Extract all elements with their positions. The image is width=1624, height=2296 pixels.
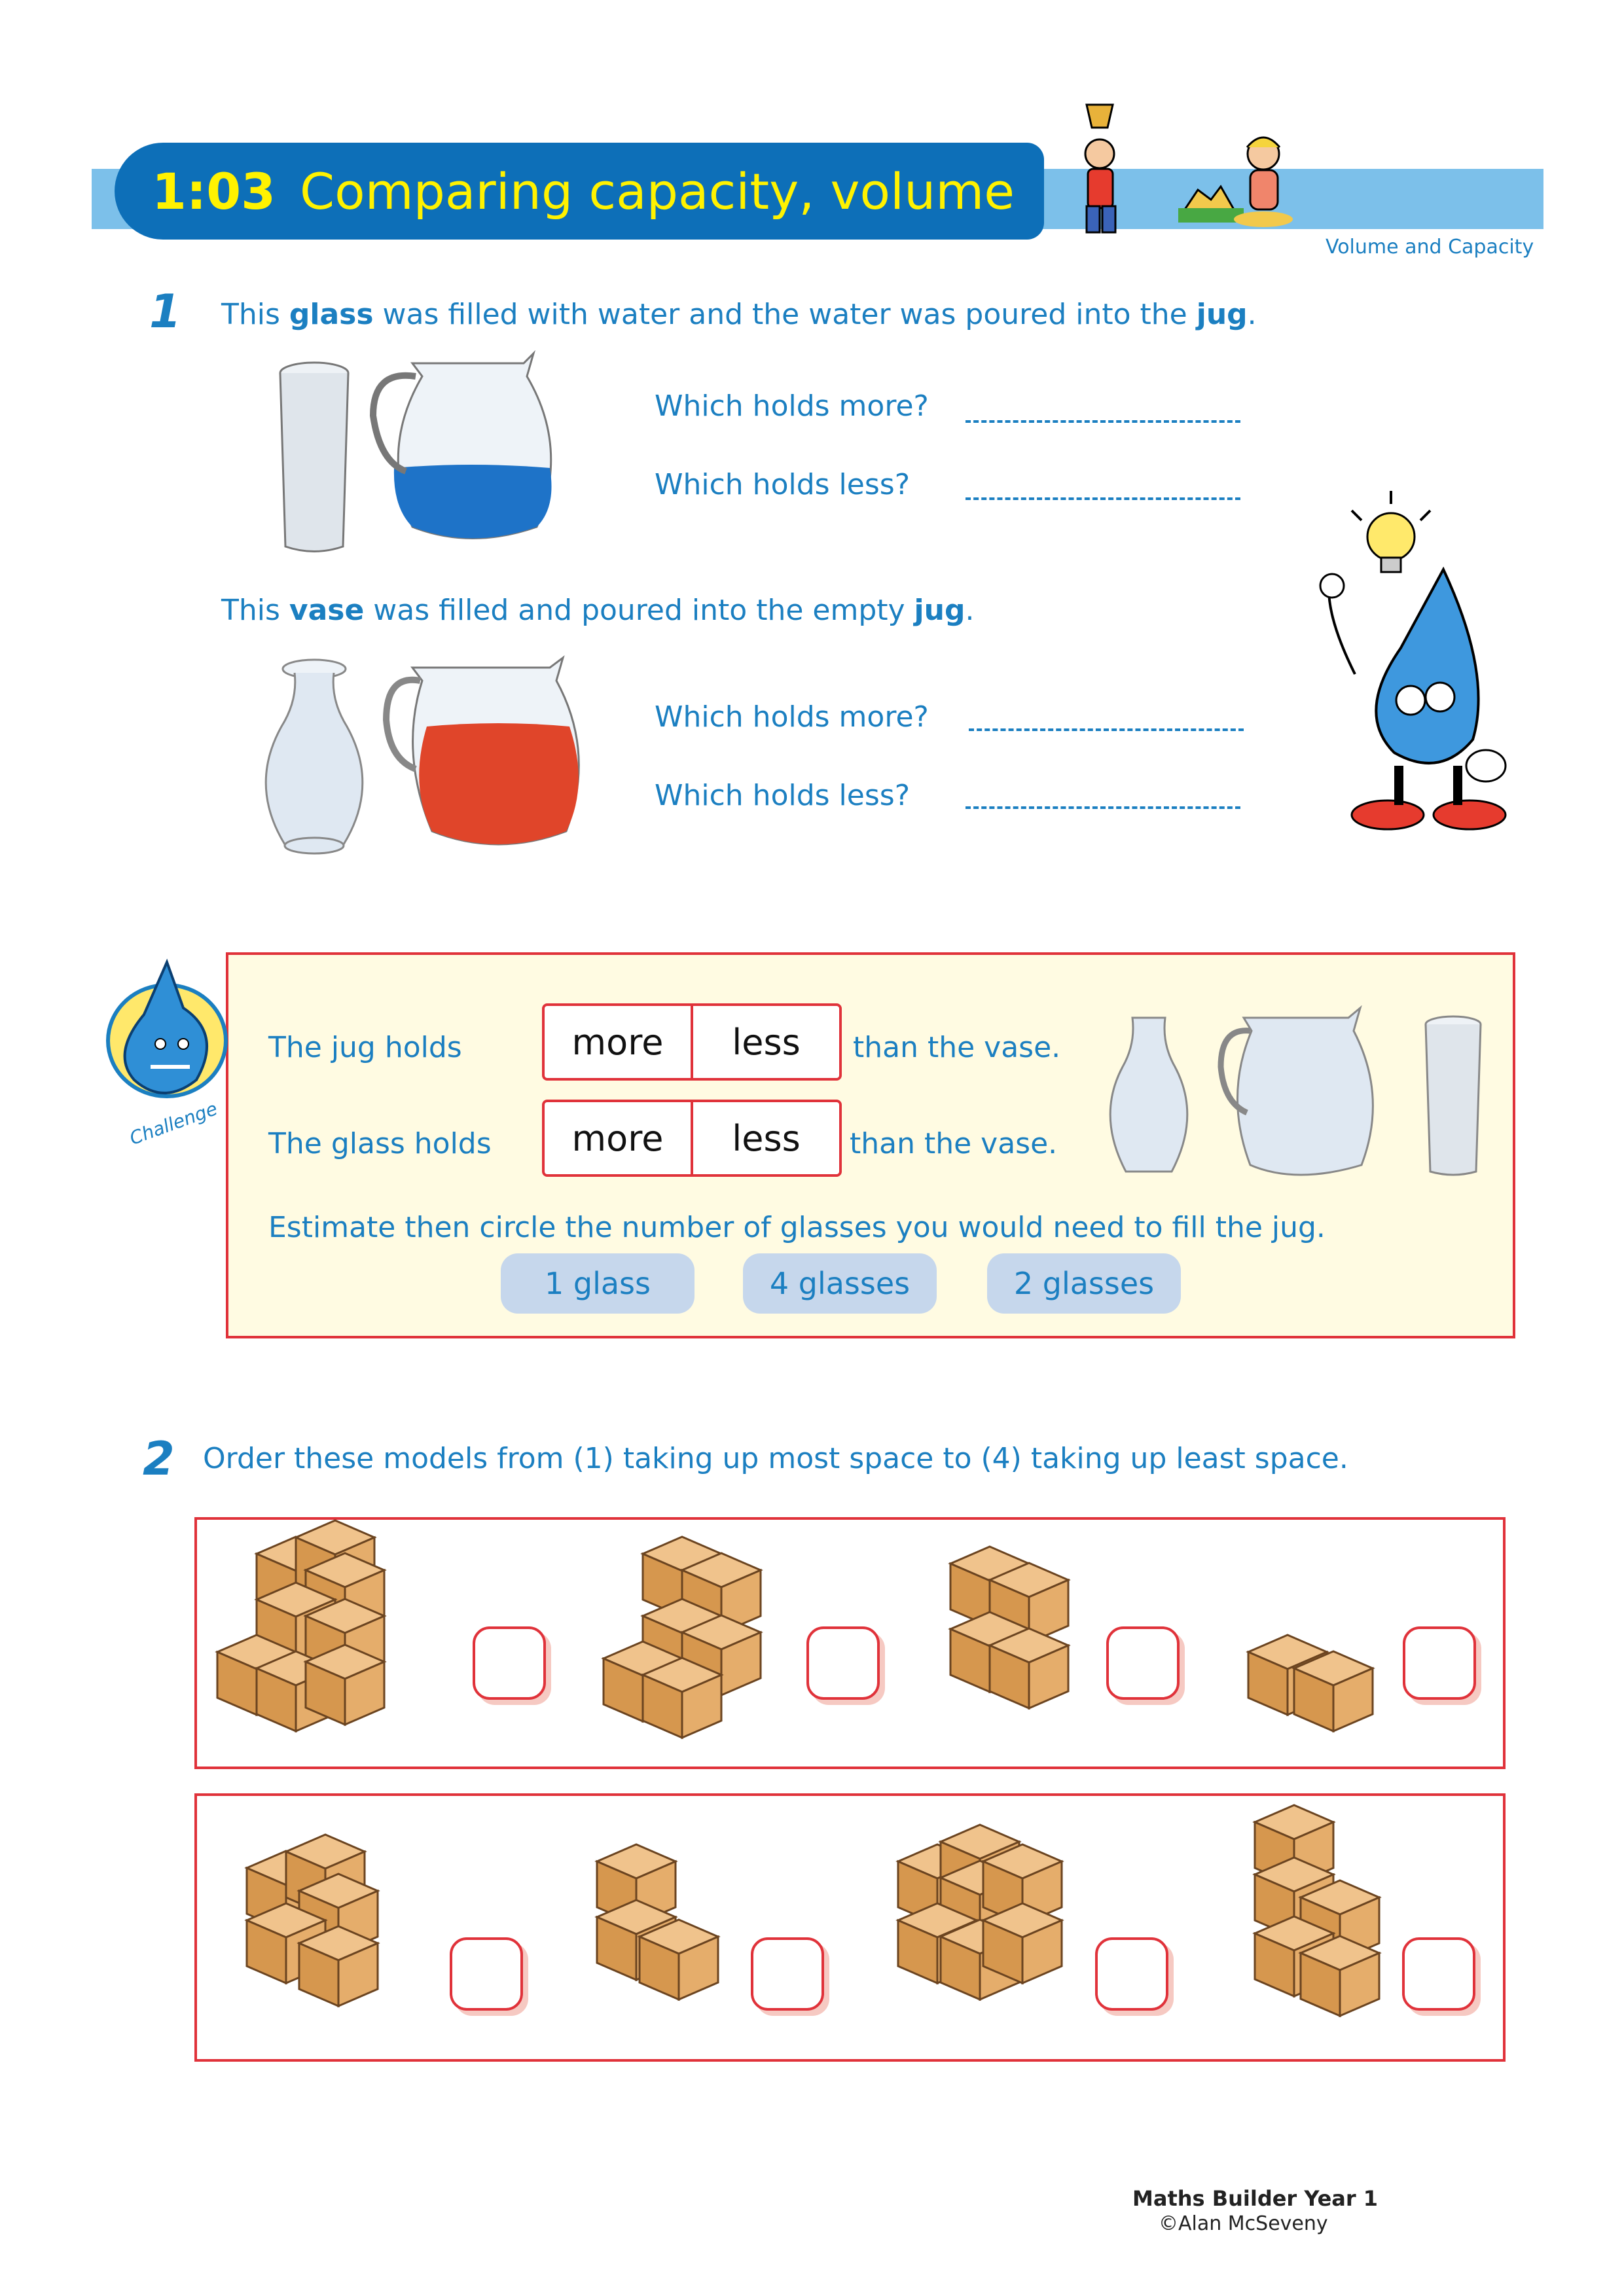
kids-illustration [1047,92,1322,242]
glass-icon [1426,1016,1481,1175]
cube-models-illustration [194,1517,1506,2062]
q1a-more-label: Which holds more? [655,389,929,423]
jug-icon [1221,1008,1373,1175]
shark-icon [125,962,207,1093]
jug-red-juice-icon [386,658,579,844]
challenge-vessels-illustration [1100,1005,1492,1181]
trophy-kid-icon [1085,105,1115,232]
page-title: Comparing capacity, volume [300,162,1015,221]
q1a-less-answer-line[interactable] [965,497,1240,500]
model-2d-icon [1255,1805,1379,2016]
glass-and-blue-jug-illustration [275,350,576,560]
vase-and-red-jug-illustration [249,655,589,864]
beach-girl-icon [1234,137,1293,227]
challenge-line2-suffix: than the vase. [850,1127,1058,1160]
q1b-less-label: Which holds less? [655,779,911,812]
model-1a-icon [217,1520,384,1731]
q1-intro-vase: This vase was filled and poured into the empty jug. [221,594,975,627]
vase-icon [266,660,363,853]
lesson-number: 1:03 [152,162,276,221]
q2-instruction: Order these models from (1) taking up most space to (4) taking up least space. [203,1442,1348,1475]
model-1c-icon [950,1547,1068,1708]
left-shoe-icon [1352,800,1424,829]
topic-label: Volume and Capacity [1326,236,1534,259]
estimate-instruction: Estimate then circle the number of glasses you would need to fill the jug. [268,1211,1326,1244]
glass-less-option[interactable]: less [732,1117,801,1159]
model-2c-icon [898,1825,1062,2000]
answer-box-2c[interactable] [1095,1937,1168,2011]
q1b-more-label: Which holds more? [655,700,929,734]
answer-box-2b[interactable] [751,1937,824,2011]
lightbulb-icon [1352,491,1430,572]
question-2-number: 2 [143,1432,175,1486]
challenge-line1-suffix: than the vase. [853,1031,1061,1064]
water-drop-mascot-illustration [1283,458,1545,851]
footer-book-title: Maths Builder Year 1 [1132,2186,1379,2211]
jug-blue-water-icon [373,353,552,539]
water-drop-body-icon [1376,569,1478,763]
question-1-number: 1 [149,285,181,338]
model-2a-icon [247,1835,378,2006]
q1a-more-answer-line[interactable] [965,420,1240,423]
option-1-glass[interactable]: 1 glass [501,1253,695,1314]
glass-more-option[interactable]: more [545,1102,693,1174]
answer-box-2d[interactable] [1402,1937,1475,2011]
answer-box-1a[interactable] [473,1626,546,1700]
answer-box-1c[interactable] [1106,1626,1180,1700]
jug-more-option[interactable]: more [545,1006,693,1078]
q1b-less-answer-line[interactable] [965,806,1240,809]
option-4-glasses[interactable]: 4 glasses [743,1253,937,1314]
q1b-more-answer-line[interactable] [969,728,1244,731]
vase-icon [1110,1018,1187,1172]
model-2b-icon [597,1844,718,2000]
q1-intro-glass: This glass was filled with water and the water was poured into the jug. [221,298,1257,331]
footer-copyright: ©Alan McSeveny [1159,2212,1328,2235]
answer-box-2a[interactable] [450,1937,523,2011]
model-1b-icon [604,1537,761,1738]
model-1d-icon [1248,1635,1373,1731]
challenge-label: Challenge [126,1098,221,1149]
challenge-line1-prefix: The jug holds [268,1031,462,1064]
q1a-less-label: Which holds less? [655,468,911,501]
answer-box-1b[interactable] [806,1626,880,1700]
jug-more-less-choice[interactable] [542,1003,842,1081]
glass-icon [280,363,348,552]
glass-more-less-choice[interactable] [542,1100,842,1177]
option-2-glasses[interactable]: 2 glasses [987,1253,1181,1314]
right-shoe-icon [1434,800,1506,829]
answer-box-1d[interactable] [1403,1626,1476,1700]
challenge-line2-prefix: The glass holds [268,1127,492,1160]
sandcastle-icon [1178,187,1244,223]
jug-less-option[interactable]: less [732,1021,801,1063]
